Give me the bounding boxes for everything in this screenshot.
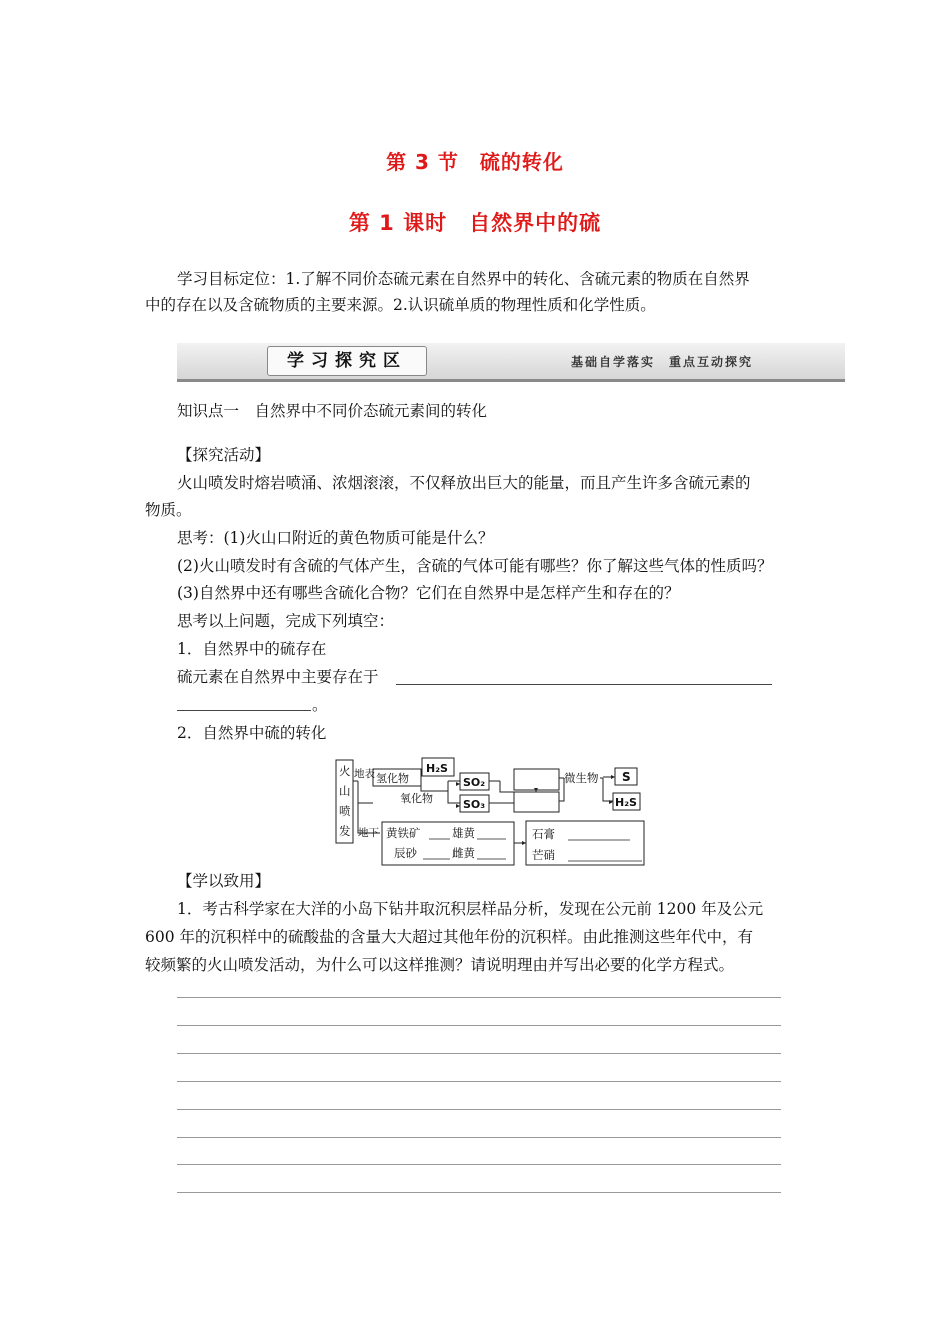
- label-cinnabar: 辰砂: [394, 846, 417, 860]
- question-1: 思考：(1)火山口附近的黄色物质可能是什么？: [177, 529, 494, 547]
- label-gypsum: 石膏: [532, 827, 555, 841]
- knowledge-point-heading: 知识点一 自然界中不同价态硫元素间的转化: [177, 402, 488, 420]
- label-so3: SO₃: [463, 798, 486, 811]
- banner-subtitle: 基础自学落实 重点互动探究: [570, 355, 753, 369]
- label-h2s: H₂S: [426, 762, 448, 775]
- item-2-title: 2．自然界中硫的转化: [177, 724, 327, 742]
- application-question-line-2: 600 年的沉积样中的硫酸盐的含量大大超过其他年份的沉积样。由此推测这些年代中，有: [145, 928, 754, 946]
- label-h2s-2: H₂S: [615, 796, 637, 809]
- answer-line-2[interactable]: [177, 1025, 781, 1026]
- volcano-char-2: 山: [339, 784, 351, 798]
- label-mirabilite: 芒硝: [532, 848, 555, 862]
- application-question-line-3: 较频繁的火山喷发活动，为什么可以这样推测？请说明理由并写出必要的化学方程式。: [145, 956, 735, 974]
- sulfur-cycle-diagram: [330, 755, 650, 867]
- question-3: (3)自然界中还有哪些含硫化合物？它们在自然界中是怎样产生和存在的？: [177, 584, 680, 602]
- answer-line-3[interactable]: [177, 1053, 781, 1054]
- section-banner: [177, 343, 845, 382]
- question-2: (2)火山喷发时有含硫的气体产生，含硫的气体可能有哪些？你了解这些气体的性质吗？: [177, 557, 773, 575]
- label-microbe: 微生物: [564, 771, 599, 785]
- label-oxide: 氧化物: [400, 792, 433, 805]
- label-so2: SO₂: [463, 776, 486, 789]
- instruction-text: 思考以上问题，完成下列填空：: [177, 612, 395, 630]
- blank-box-2: [514, 792, 559, 812]
- label-underground: 地下: [358, 827, 379, 839]
- blank-box-1: [514, 769, 559, 790]
- fill-blank-line-1[interactable]: [396, 684, 772, 685]
- answer-line-7[interactable]: [177, 1164, 781, 1165]
- objectives-line-2: 中的存在以及含硫物质的主要来源。2.认识硫单质的物理性质和化学性质。: [145, 296, 656, 314]
- volcano-char-3: 喷: [339, 804, 351, 818]
- answer-line-5[interactable]: [177, 1109, 781, 1110]
- activity-paragraph-line-1: 火山喷发时熔岩喷涌、浓烟滚滚，不仅释放出巨大的能量，而且产生许多含硫元素的: [177, 474, 751, 492]
- label-pyrite: 黄铁矿: [386, 826, 421, 840]
- objectives-line-1: 学习目标定位：1.了解不同价态硫元素在自然界中的转化、含硫元素的物质在自然界: [177, 270, 750, 288]
- banner-label: 学习探究区: [267, 346, 427, 376]
- label-orpiment: 雌黄: [452, 846, 475, 860]
- answer-line-6[interactable]: [177, 1137, 781, 1138]
- label-surface: 地表: [354, 768, 375, 780]
- label-sulfur: S: [622, 770, 631, 784]
- activity-heading: 【探究活动】: [177, 446, 271, 464]
- application-question-line-1: 1．考古科学家在大洋的小岛下钻井取沉积层样品分析，发现在公元前 1200 年及公元: [177, 900, 764, 918]
- volcano-char-4: 发: [339, 824, 351, 838]
- item-1-text: 硫元素在自然界中主要存在于: [177, 668, 379, 686]
- item-1-end: 。: [312, 696, 328, 714]
- item-1-title: 1．自然界中的硫存在: [177, 640, 327, 658]
- answer-line-1[interactable]: [177, 997, 781, 998]
- activity-paragraph-line-2: 物质。: [145, 501, 192, 519]
- application-heading: 【学以致用】: [177, 872, 271, 890]
- answer-line-4[interactable]: [177, 1081, 781, 1082]
- lesson-title: 第 1 课时 自然界中的硫: [348, 211, 602, 235]
- answer-line-8[interactable]: [177, 1192, 781, 1193]
- label-realgar: 雄黄: [452, 826, 475, 840]
- fill-blank-line-2[interactable]: [177, 710, 311, 711]
- label-hydride: 氢化物: [376, 772, 409, 785]
- volcano-char-1: 火: [339, 764, 351, 778]
- section-title: 第 3 节 硫的转化: [386, 150, 564, 174]
